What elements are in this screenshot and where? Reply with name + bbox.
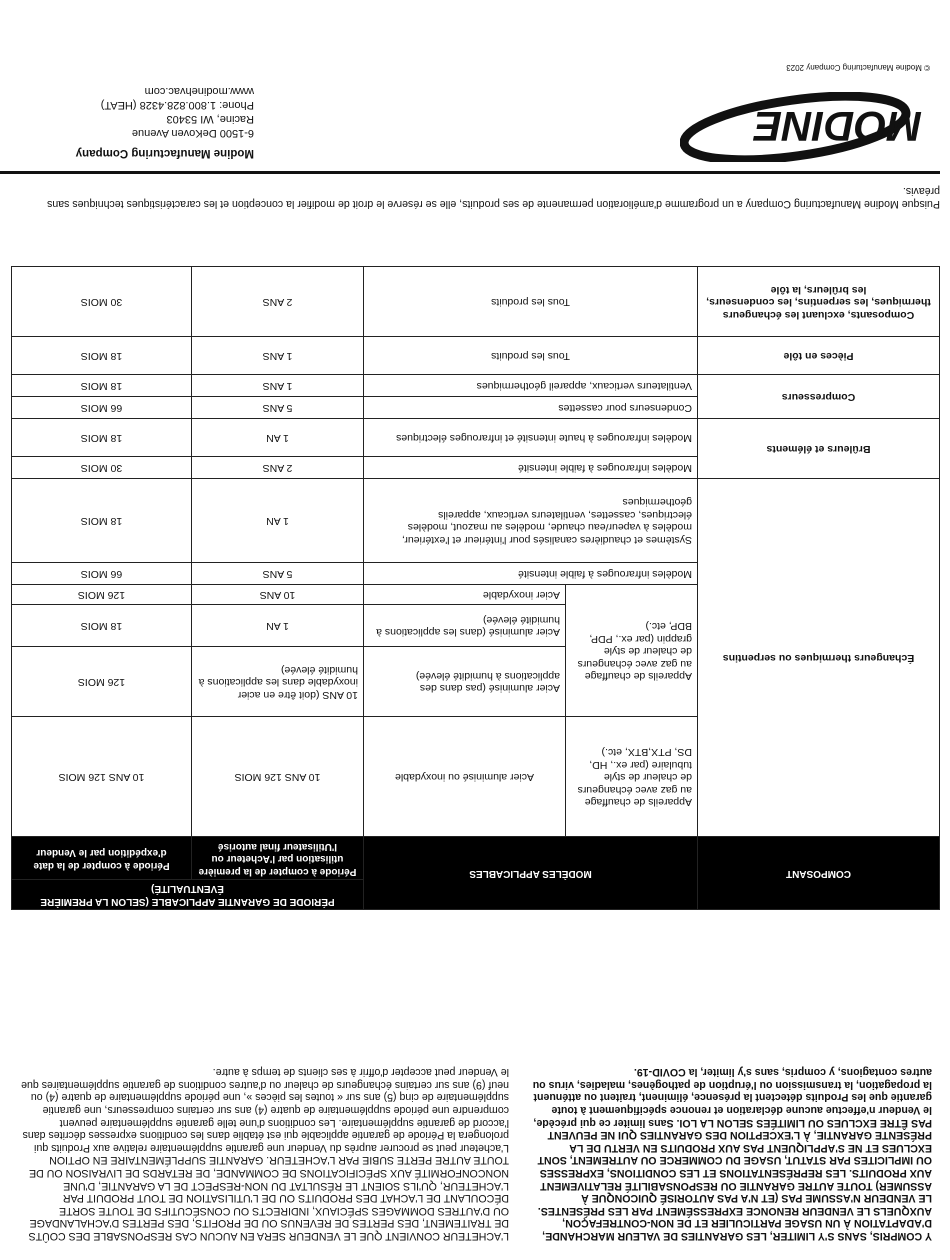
table-row bbox=[11, 337, 939, 375]
period-shipping: 18 MOIS bbox=[11, 337, 191, 375]
disclaimer-text-left: Y COMPRIS, SANS S'Y LIMITER, LES GARANTIES DE VALEUR MARCHANDE, D'ADAPTATION À UN USAGE PARTICULIER ET DE NON-CONTREFAÇON, AUXQUELS LE VENDEUR RENONCE EXPRESSÉMENT PAR LES PRÉSENTES. LE VENDEUR N'ASSUME PAS (ET N'A PAS AUTORISÉ QUICONQUE À ASSUMER) TOUTE AUTRE GARANTIE OU RESPONSABILITÉ RELATIVEMENT AUX PRODUITS. LES REPRÉSENTATIONS ET LES CONDITIONS, EXPRESSES OU IMPLICITES PAR STATUT, USAGE DU COMMERCE OU AUTREMENT, SONT EXCLUES ET NE S'APPLIQUENT PAS AUX PRODUITS EN VERTU DE LA PRÉSENTE GARANTIE, À L'EXCEPTION DES GARANTIES QUI NE PEUVENT PAS ÊTRE EXCLUES OU LIMITÉES SELON LA LOI. Sans limiter ce qui précède, le Vendeur n'effectue aucune déclaration et renonce spécifiquement à toute garantie que les Produits détectent la présence, éliminent, traitent ou atténuent la propagation, la transmission ou l'éruption de pathogènes, maladies, virus ou autres contagions, y compris, sans s'y limiter, la COVID-19. bbox=[532, 1066, 932, 1242]
address-city: Racine, WI 53403 bbox=[166, 113, 254, 125]
component-heat-exchangers: Échangeurs thermiques ou serpentins bbox=[698, 479, 940, 837]
period-first-use: 5 ANS bbox=[191, 563, 363, 585]
period-shipping: 126 MOIS bbox=[11, 647, 191, 717]
period-shipping: 10 ANS 126 MOIS bbox=[11, 717, 191, 837]
header-period-shipping: Période à compter de la date d'expédition par le Vendeur bbox=[11, 837, 191, 880]
period-first-use: 1 ANS bbox=[191, 337, 363, 375]
model-cell: Systèmes et chaudières canalisés pour l'intérieur et l'extérieur, modèles à vapeur/eau chaude, modèles au mazout, modèles électriques, cassettes, ventilateurs verticaux, appareils géothermiques bbox=[363, 479, 697, 563]
model-cell: Acier aluminisé (pas dans des applications à humidité élevée) bbox=[363, 647, 565, 717]
component-sheet-metal: Pièces en tôle bbox=[698, 337, 940, 375]
address-street: 6-1500 DeKoven Avenue bbox=[131, 127, 254, 139]
disclaimer-text-right: L'ACHETEUR CONVIENT QUE LE VENDEUR SERA EN AUCUN CAS RESPONSABLE DES COÛTS DE TRAITEMENT, DES PERTES DE REVENUS OU DE PROFITS, DES PERTES D'ACHALANDAGE OU D'AUTRES DOMMAGES SPÉCIAUX, INDIRECTS OU CONSÉCUTIFS DE TOUTE SORTE DÉCOULANT DE L'ACHAT DES PRODUITS OU DE L'UTILISATION DE TOUT PRODUIT PAR L'ACHETEUR, QU'ILS SOIENT LE RÉSULTAT DU NON-RESPECT DE LA GARANTIE, D'UNE NONCONFORMITÉ AUX SPÉCIFICATIONS DE COMMANDE, DE RETARDS DE LIVRAISON OU DE TOUTE AUTRE PERTE SUBIE PAR L'ACHETEUR. GARANTIE SUPPLÉMENTAIRE EN OPTION L'acheteur peut se procurer auprès du Vendeur une garantie supplémentaire relative aux Produits qui prolongera la Période de garantie applicable qui est établie dans les conditions expresses décrites dans l'accord de garantie supplémentaire. Les conditions d'une telle garantie supplémentaire peuvent comprendre une période supplémentaire de quatre (4) ans sur certains compresseurs, une garantie supplémentaire de cinq (5) ans sur « toutes les pièces », une période supplémentaire de quatre (4) ou neuf (9) ans sur certains échangeurs de chaleur ou d'autres conditions de garantie supplémentaires que le Vendeur peut accepter d'offrir à ses clients de temps à autre. bbox=[21, 1066, 509, 1242]
model-cell: Acier aluminisé ou inoxydable bbox=[363, 717, 565, 837]
period-first-use: 1 ANS bbox=[191, 375, 363, 397]
component-other: Composants, excluant les échangeurs thermiques, les serpentins, les condenseurs, les brûleurs, la tôle bbox=[698, 267, 940, 337]
table-row bbox=[11, 457, 939, 479]
period-shipping: 18 MOIS bbox=[11, 419, 191, 457]
period-first-use: 2 ANS bbox=[191, 457, 363, 479]
product-change-note: Puisque Modine Manufacturing Company a un programme d'amélioration permanente de ses produits, elle se réserve le droit de modifier la conception et les caractéristiques techniques sans préavis. bbox=[47, 185, 940, 210]
modine-logo bbox=[680, 92, 930, 162]
warranty-table bbox=[11, 267, 940, 911]
table-row bbox=[11, 397, 939, 419]
model-cell: Modèles infrarouges à faible intensité bbox=[363, 563, 697, 585]
table-header-row bbox=[11, 880, 939, 910]
period-shipping: 66 MOIS bbox=[11, 397, 191, 419]
header-models: MODÈLES APPLICABLES bbox=[363, 837, 697, 910]
period-shipping: 18 MOIS bbox=[11, 375, 191, 397]
subcategory-grappin: Appareils de chauffage au gaz avec échangeurs de chaleur de style grappin (par ex., PDP, BDP, etc.) bbox=[566, 585, 698, 717]
company-name: Modine Manufacturing Company bbox=[75, 147, 254, 159]
period-shipping: 126 MOIS bbox=[11, 585, 191, 605]
subcategory-tubular: Appareils de chauffage au gaz avec échangeurs de chaleur de style tubulaire (par ex., HD, DS, PTX,BTX, etc.) bbox=[566, 717, 698, 837]
header-period-first-use: Période à compter de la première utilisation par l'Acheteur ou l'Utilisateur final autorisé bbox=[191, 837, 363, 880]
model-cell: Acier aluminisé (dans les applications à humidité élevée) bbox=[363, 605, 565, 647]
header-period-group: PÉRIODE DE GARANTIE APPLICABLE (SELON LA PREMIÈRE ÉVENTUALITÉ) bbox=[11, 880, 363, 910]
period-shipping: 30 MOIS bbox=[11, 457, 191, 479]
period-first-use: 10 ANS bbox=[191, 585, 363, 605]
disclaimer-column-right bbox=[13, 1066, 509, 1242]
model-cell: Tous les produits bbox=[363, 267, 697, 337]
period-first-use: 2 ANS bbox=[191, 267, 363, 337]
company-address bbox=[14, 84, 254, 160]
component-compressors: Compresseurs bbox=[698, 375, 940, 419]
address-phone: Phone: 1.800.828.4328 (HEAT) bbox=[100, 99, 254, 111]
period-first-use: 1 AN bbox=[191, 479, 363, 563]
copyright-notice: © Modine Manufacturing Company 2023 bbox=[786, 63, 930, 72]
period-shipping: 18 MOIS bbox=[11, 479, 191, 563]
period-first-use: 5 ANS bbox=[191, 397, 363, 419]
period-first-use: 1 AN bbox=[191, 605, 363, 647]
model-cell: Tous les produits bbox=[363, 337, 697, 375]
model-cell: Modèles infrarouges à faible intensité bbox=[363, 457, 697, 479]
header-component: COMPOSANT bbox=[698, 837, 940, 910]
period-shipping: 66 MOIS bbox=[11, 563, 191, 585]
logo-text: MODINE bbox=[754, 103, 922, 150]
period-shipping: 18 MOIS bbox=[11, 605, 191, 647]
model-cell: Acier inoxydable bbox=[363, 585, 565, 605]
period-first-use: 10 ANS 126 MOIS bbox=[191, 717, 363, 837]
model-cell: Condenseurs pour cassettes bbox=[363, 397, 697, 419]
component-burners: Brûleurs et éléments bbox=[698, 419, 940, 479]
model-cell: Modèles infrarouges à haute intensité et infrarouges électriques bbox=[363, 419, 697, 457]
disclaimer-column-left bbox=[532, 1066, 932, 1242]
period-first-use: 1 AN bbox=[191, 419, 363, 457]
address-website[interactable]: www.modinehvac.com bbox=[144, 85, 254, 97]
table-row bbox=[11, 267, 939, 337]
footer-divider bbox=[0, 171, 940, 174]
model-cell: Ventilateurs verticaux, appareil géothermiques bbox=[363, 375, 697, 397]
table-row bbox=[11, 717, 939, 837]
period-first-use: 10 ANS (doit être en acier inoxydable dans les applications à humidité élevée) bbox=[191, 647, 363, 717]
period-shipping: 30 MOIS bbox=[11, 267, 191, 337]
